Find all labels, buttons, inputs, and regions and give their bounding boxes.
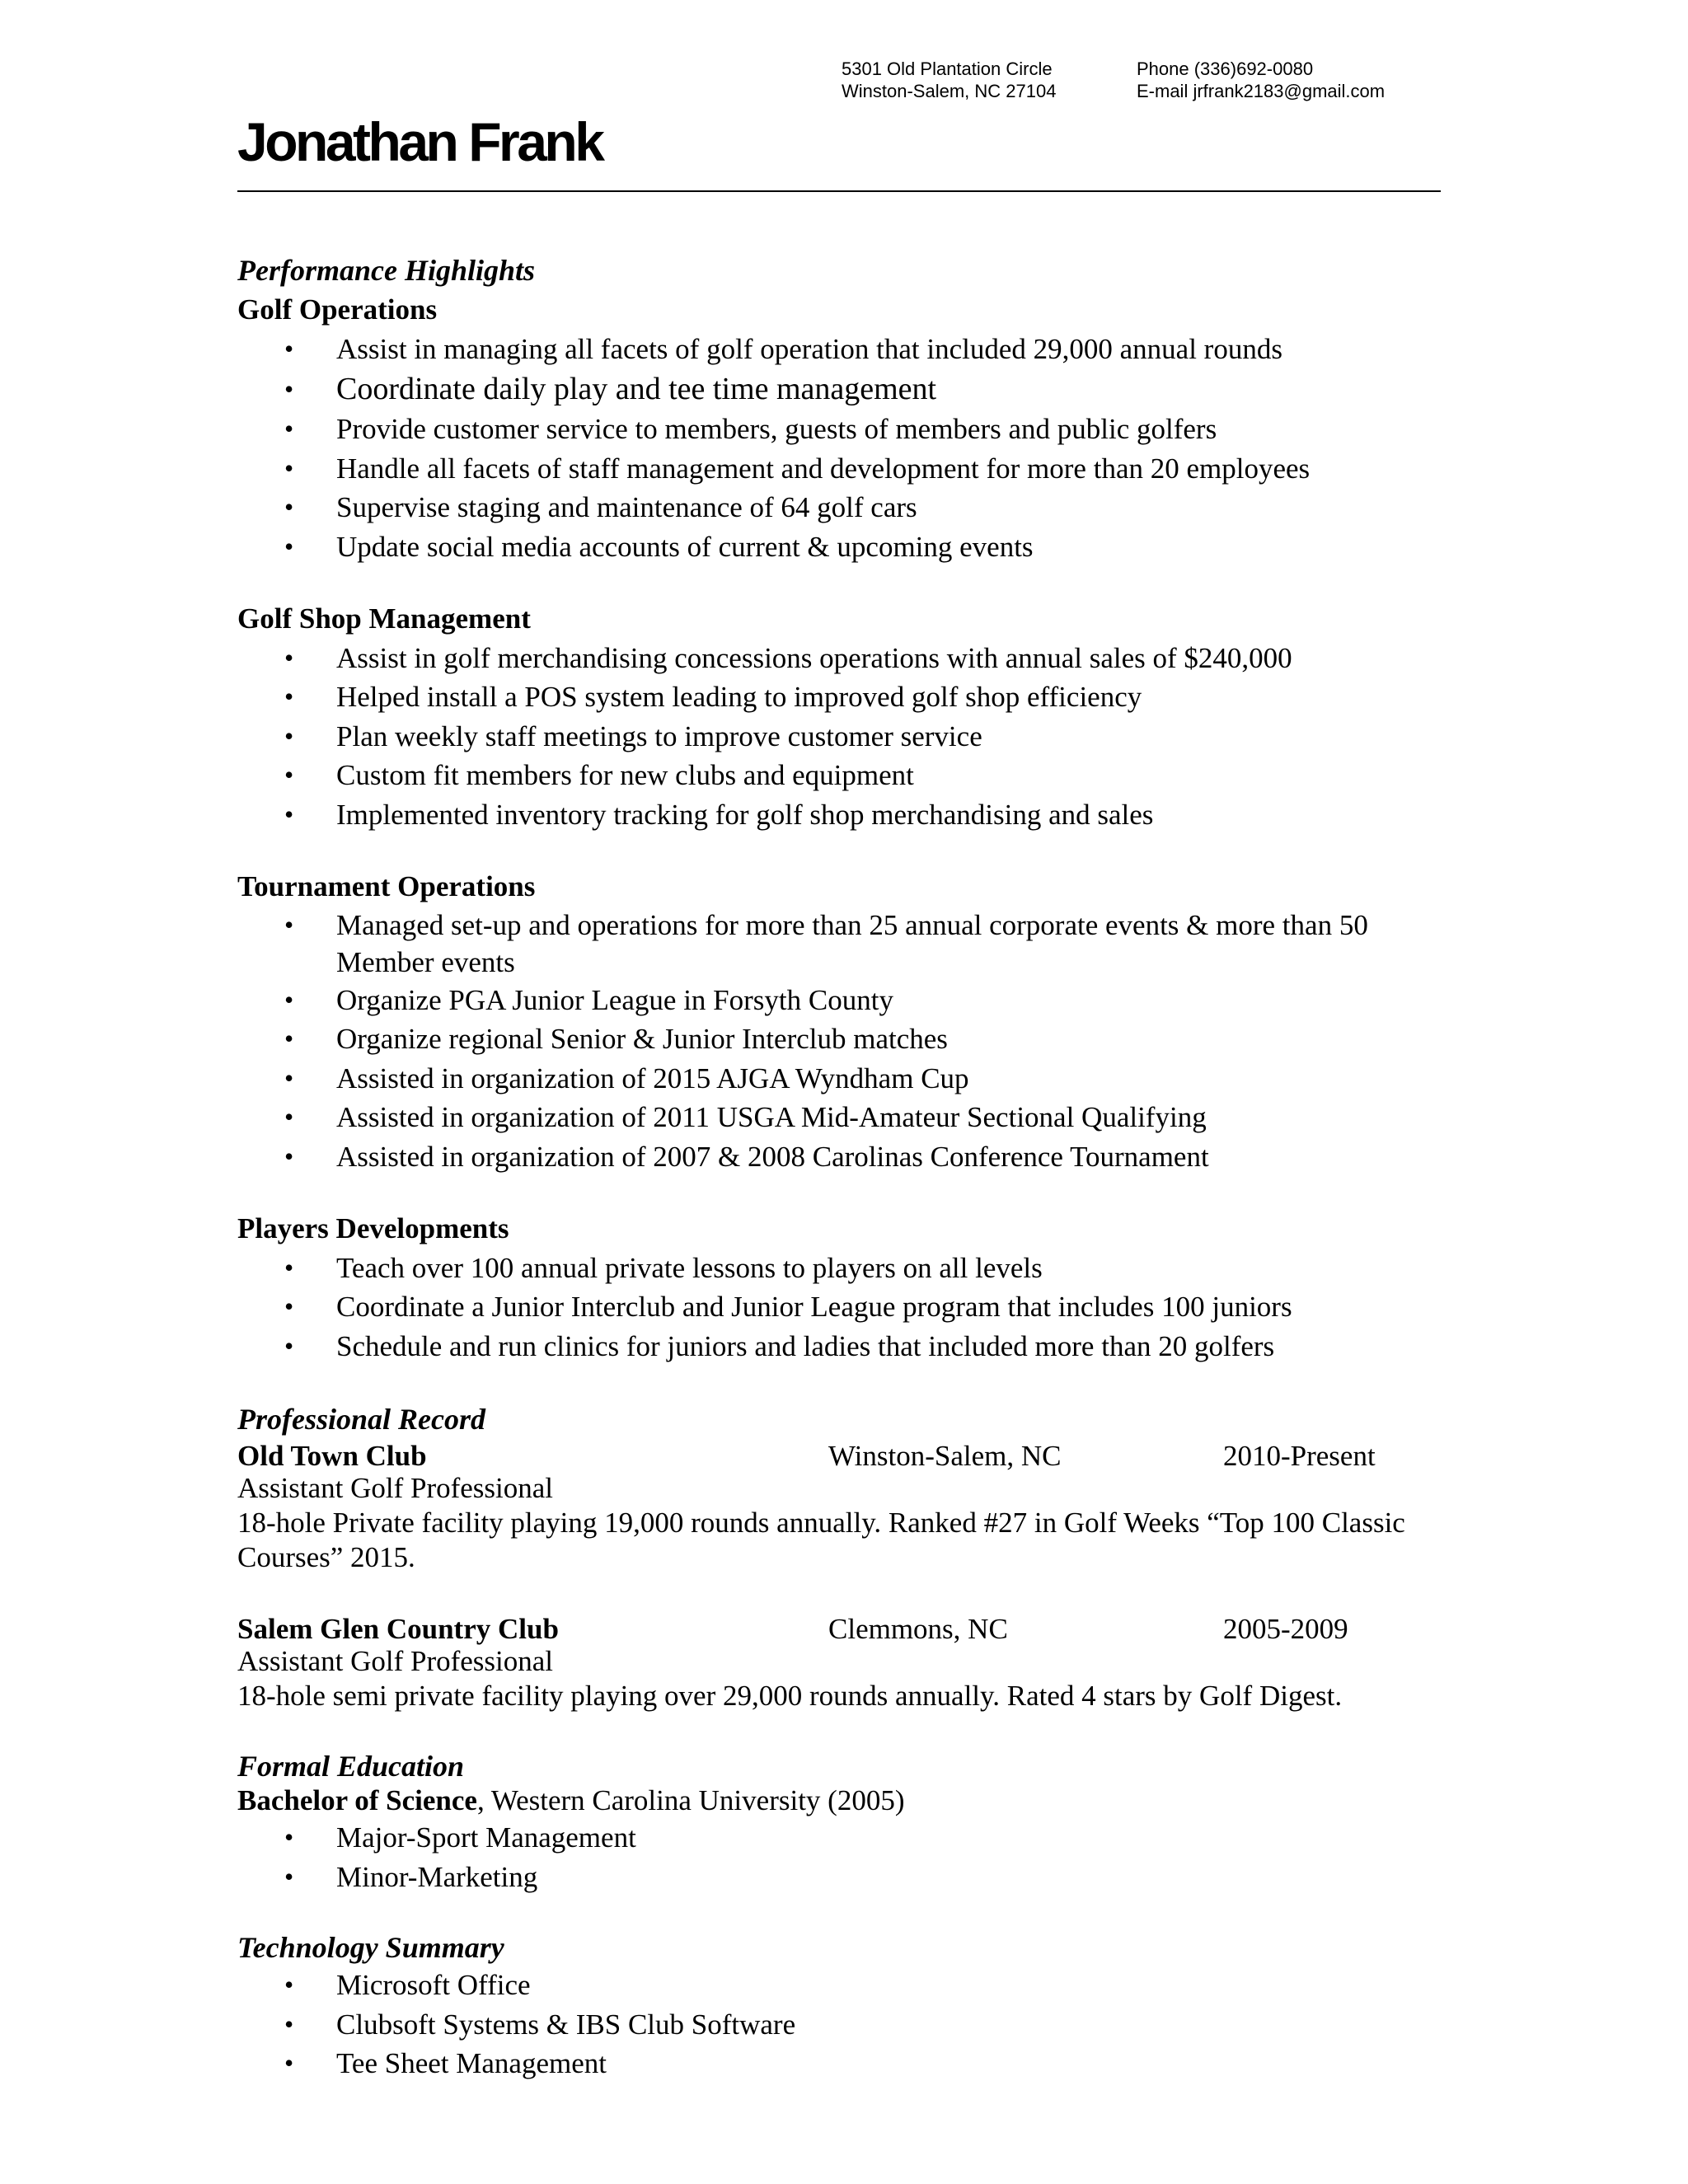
job-org: Salem Glen Country Club [237,1613,559,1645]
list-item: • Microsoft Office [237,1966,1441,2005]
list-item: • Assisted in organization of 2015 AJGA Wyndham Cup [237,1059,1441,1099]
golf-operations-list [237,330,1441,567]
golf-shop-list [237,639,1441,835]
technology-section [237,1929,1441,2083]
job-dates: 2010-Present [1223,1440,1376,1472]
address-line-1: 5301 Old Plantation Circle [842,59,1053,79]
job-location: Winston-Salem, NC [828,1440,1062,1472]
job-dates: 2005-2009 [1223,1613,1348,1645]
technology-list [237,1966,1441,2083]
players-list [237,1249,1441,1366]
list-item: • Helped install a POS system leading to improved golf shop efficiency [237,677,1441,717]
list-item: • Schedule and run clinics for juniors and ladies that included more than 20 golfers [237,1327,1441,1366]
job-header-row [237,1610,1441,1644]
job-description: 18-hole semi private facility playing over 29,000 rounds annually. Rated 4 stars by Golf Digest. [237,1680,1343,1712]
list-item: • Organize regional Senior & Junior Interclub matches [237,1019,1441,1059]
list-item: • Implemented inventory tracking for golf shop merchandising and sales [237,795,1441,835]
list-item: • Assist in managing all facets of golf operation that included 29,000 annual rounds [237,330,1441,369]
list-item: • Organize PGA Junior League in Forsyth County [237,981,1441,1020]
school-name: , Western Carolina University (2005) [476,1784,905,1816]
list-item: • Provide customer service to members, guests of members and public golfers [237,410,1441,449]
list-item: • Plan weekly staff meetings to improve customer service [237,717,1441,757]
tournament-heading: Tournament Operations [237,870,536,902]
list-item: • Custom fit members for new clubs and equipment [237,756,1441,795]
address-block [842,58,1056,102]
list-item: • Coordinate daily play and tee time management [237,368,1441,410]
list-item: • Handle all facets of staff management and development for more than 20 employees [237,449,1441,489]
degree-name: Bachelor of Science [237,1784,477,1816]
list-item: • Minor-Marketing [237,1858,1441,1897]
performance-section [237,251,1441,1366]
header-divider [237,190,1441,192]
job-role: Assistant Golf Professional [237,1645,554,1677]
list-item: • Coordinate a Junior Interclub and Junior League program that includes 100 juniors [237,1287,1441,1327]
job-description: 18-hole Private facility playing 19,000 rounds annually. Ranked #27 in Golf Weeks “Top 100 Classic Courses” 2015. [237,1507,1405,1573]
list-item: • Assist in golf merchandising concessions operations with annual sales of $240,000 [237,639,1441,678]
job-entry [237,1610,1441,1713]
job-location: Clemmons, NC [828,1613,1008,1645]
record-title: Professional Record [237,1403,485,1436]
list-item: • Assisted in organization of 2007 & 2008 Carolinas Conference Tournament [237,1137,1441,1177]
email-text: E-mail jrfrank2183@gmail.com [1137,81,1386,101]
list-item: • Clubsoft Systems & IBS Club Software [237,2005,1441,2045]
candidate-name: Jonathan Frank [237,111,603,172]
list-item: • Managed set-up and operations for more than 25 annual corporate events & more than 50 Member events [237,907,1441,981]
golf-operations-heading: Golf Operations [237,293,438,326]
job-header-row [237,1436,1441,1471]
tournament-list [237,907,1441,1177]
list-item: • Assisted in organization of 2011 USGA Mid-Amateur Sectional Qualifying [237,1098,1441,1137]
performance-title: Performance Highlights [237,254,536,287]
record-section [237,1402,1441,1713]
resume-body [237,251,1441,2083]
list-item: • Tee Sheet Management [237,2044,1441,2083]
job-role: Assistant Golf Professional [237,1472,554,1504]
education-list [237,1818,1441,1896]
degree-line [237,1783,1441,1818]
education-title: Formal Education [237,1750,465,1783]
address-line-2: Winston-Salem, NC 27104 [842,81,1057,101]
job-org: Old Town Club [237,1440,427,1472]
phone-text: Phone (336)692-0080 [1137,59,1314,79]
players-heading: Players Developments [237,1212,509,1244]
education-section [237,1749,1441,1896]
job-entry [237,1436,1441,1575]
golf-shop-heading: Golf Shop Management [237,602,531,635]
technology-title: Technology Summary [237,1931,504,1964]
list-item: • Teach over 100 annual private lessons to players on all levels [237,1249,1441,1288]
list-item: • Update social media accounts of current & upcoming events [237,527,1441,567]
list-item: • Supervise staging and maintenance of 64 golf cars [237,488,1441,527]
list-item: • Major-Sport Management [237,1818,1441,1858]
contact-block [1137,58,1385,102]
